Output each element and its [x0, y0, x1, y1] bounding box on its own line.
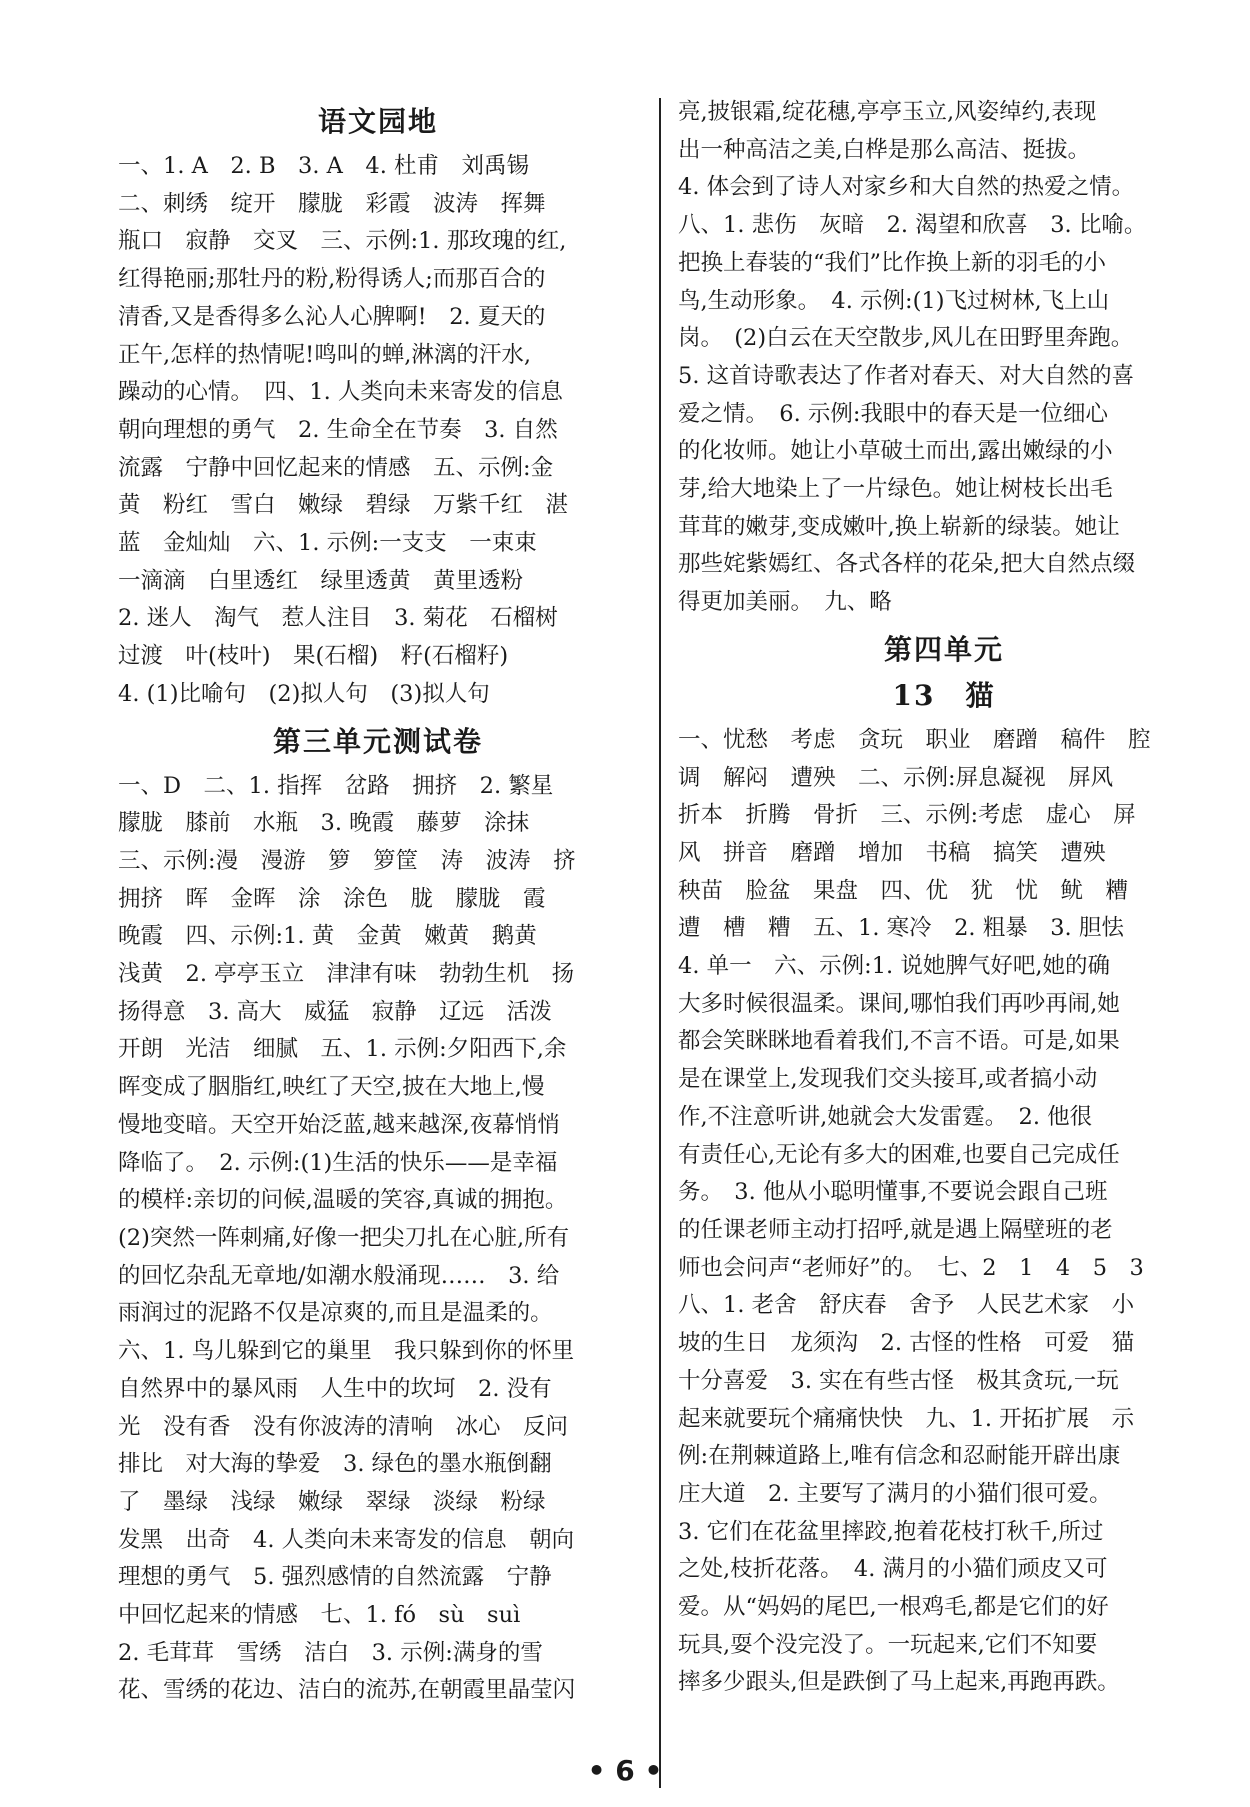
answer-line: 亮,披银霜,绽花穗,亭亭玉立,风姿绰约,表现: [678, 99, 1097, 125]
answer-line: 瓶口 寂静 交叉 三、示例:1. 那玫瑰的红,: [118, 228, 567, 255]
answer-line: 茸茸的嫩芽,变成嫩叶,换上崭新的绿装。她让: [678, 513, 1120, 540]
answer-line: 风 拼音 磨蹭 增加 书稿 搞笑 遭殃: [678, 839, 1106, 866]
answer-line: 师也会问声“老师好”的。 七、2 1 4 5 3: [678, 1254, 1144, 1281]
answer-line: 排比 对大海的挚爱 3. 绿色的墨水瓶倒翻: [118, 1451, 552, 1478]
answer-line: 是在课堂上,发现我们交头接耳,或者搞小动: [678, 1066, 1098, 1093]
lesson13-title: 13 猫: [892, 678, 996, 712]
answer-line: 八、1. 老舍 舒庆春 舍予 人民艺术家 小: [678, 1292, 1135, 1319]
answer-line: 慢地变暗。天空开始泛蓝,越来越深,夜幕悄悄: [118, 1111, 560, 1138]
answer-line: 得更加美丽。 九、略: [678, 589, 892, 616]
answer-line: 躁动的心情。 四、1. 人类向未来寄发的信息: [118, 379, 563, 406]
answer-line: 坡的生日 龙须沟 2. 古怪的性格 可爱 猫: [678, 1330, 1135, 1357]
section-title-unit3-test: 第三单元测试卷: [272, 724, 483, 758]
section-yuwen-yuandi-answers: [118, 148, 638, 714]
answer-line: 把换上春装的“我们”比作换上新的羽毛的小: [678, 249, 1107, 276]
section-title-yuwen-yuandi: 语文园地: [317, 105, 438, 138]
answer-line: 开朗 光洁 细腻 五、1. 示例:夕阳西下,余: [118, 1036, 567, 1063]
answer-line: 清香,又是香得多么沁人心脾啊! 2. 夏天的: [118, 303, 546, 330]
answer-line: 芽,给大地染上了一片绿色。她让树枝长出毛: [678, 476, 1113, 503]
answer-line: 一滴滴 白里透红 绿里透黄 黄里透粉: [118, 567, 524, 594]
answer-line: 朝向理想的勇气 2. 生命全在节奏 3. 自然: [118, 416, 558, 443]
answer-line: 雨润过的泥路不仅是凉爽的,而且是温柔的。: [118, 1300, 553, 1327]
answer-line: 出一种高洁之美,白桦是那么高洁、挺拔。: [678, 136, 1091, 163]
section-unit3-test-answers: [118, 768, 638, 1711]
answer-line: 二、刺绣 绽开 朦胧 彩霞 波涛 挥舞: [118, 190, 546, 217]
answer-line: 浅黄 2. 亭亭玉立 津津有味 勃勃生机 扬: [118, 961, 575, 988]
answer-line: 的回忆杂乱无章地/如潮水般涌现…… 3. 给: [118, 1262, 560, 1289]
answer-line: (2)突然一阵刺痛,好像一把尖刀扎在心脏,所有: [118, 1224, 570, 1251]
answer-line: 之处,枝折花落。 4. 满月的小猫们顽皮又可: [678, 1556, 1108, 1583]
answer-line: 六、1. 鸟儿躲到它的巢里 我只躲到你的怀里: [118, 1338, 575, 1365]
answer-line: 4. 单一 六、示例:1. 说她脾气好吧,她的确: [678, 953, 1110, 980]
answer-line: 红得艳丽;那牡丹的粉,粉得诱人;而那百合的: [118, 266, 546, 293]
answer-line: 的化妆师。她让小草破土而出,露出嫩绿的小: [678, 438, 1113, 465]
answer-line: 5. 这首诗歌表达了作者对春天、对大自然的喜: [678, 362, 1135, 389]
answer-line: 2. 迷人 淘气 惹人注目 3. 菊花 石榴树: [118, 605, 558, 632]
answer-line: 花、雪绣的花边、洁白的流苏,在朝霞里晶莹闪: [118, 1677, 576, 1704]
answer-line: 扬得意 3. 高大 威猛 寂静 辽远 活泼: [118, 998, 552, 1025]
answer-line: 一、忧愁 考虑 贪玩 职业 磨蹭 稿件 腔: [678, 726, 1151, 753]
left-column: [118, 94, 638, 1710]
answer-line: 过渡 叶(枝叶) 果(石榴) 籽(石榴籽): [118, 643, 509, 670]
answer-line: 的任课老师主动打招呼,就是遇上隔壁班的老: [678, 1216, 1113, 1243]
answer-line: 一、1. A 2. B 3. A 4. 杜甫 刘禹锡: [118, 153, 530, 179]
answer-line: 拥挤 晖 金晖 涂 涂色 胧 朦胧 霞: [118, 885, 546, 912]
answer-line: 一、D 二、1. 指挥 岔路 拥挤 2. 繁星: [118, 772, 554, 799]
answer-line: 朦胧 膝前 水瓶 3. 晚霞 藤萝 涂抹: [118, 810, 530, 837]
answer-line: 大多时候很温柔。课间,哪怕我们再吵再闹,她: [678, 990, 1120, 1017]
answer-line: 爱之情。 6. 示例:我眼中的春天是一位细心: [678, 400, 1108, 427]
answer-line: 遭 槽 糟 五、1. 寒冷 2. 粗暴 3. 胆怯: [678, 915, 1124, 942]
answer-line: 流露 宁静中回忆起来的情感 五、示例:金: [118, 454, 554, 481]
answer-line: 岗。 (2)白云在天空散步,风儿在田野里奔跑。: [678, 325, 1134, 352]
continued-answers: [678, 94, 1210, 622]
answer-line: 摔多少跟头,但是跌倒了马上起来,再跑再跌。: [678, 1669, 1120, 1696]
answer-line: 十分喜爱 3. 实在有些古怪 极其贪玩,一玩: [678, 1367, 1119, 1394]
unit4-title: 第四单元: [883, 632, 1004, 666]
answer-line: 玩具,耍个没完没了。一玩起来,它们不知要: [678, 1631, 1098, 1658]
answer-line: 正午,怎样的热情呢!鸣叫的蝉,淋漓的汗水,: [118, 341, 531, 368]
answer-line: 4. 体会到了诗人对家乡和大自然的热爱之情。: [678, 174, 1135, 201]
answer-line: 4. (1)比喻句 (2)拟人句 (3)拟人句: [118, 680, 490, 707]
answer-line: 有责任心,无论有多大的困难,也要自己完成任: [678, 1141, 1120, 1168]
answer-line: 3. 它们在花盆里摔跤,抱着花枝打秋千,所过: [678, 1518, 1104, 1545]
answer-line: 2. 毛茸茸 雪绣 洁白 3. 示例:满身的雪: [118, 1639, 543, 1666]
answer-line: 发黑 出奇 4. 人类向未来寄发的信息 朝向: [118, 1526, 575, 1553]
answer-line: 蓝 金灿灿 六、1. 示例:一支支 一束束: [118, 530, 537, 557]
answer-line: 了 墨绿 浅绿 嫩绿 翠绿 淡绿 粉绿: [118, 1488, 546, 1515]
answer-line: 自然界中的暴风雨 人生中的坎坷 2. 没有: [118, 1375, 552, 1402]
column-divider: [659, 98, 661, 1788]
answer-line: 晚霞 四、示例:1. 黄 金黄 嫩黄 鹅黄: [118, 923, 537, 950]
answer-line: 降临了。 2. 示例:(1)生活的快乐——是幸福: [118, 1149, 558, 1176]
answer-line: 理想的勇气 5. 强烈感情的自然流露 宁静: [118, 1564, 552, 1591]
answer-line: 晖变成了胭脂红,映红了天空,披在大地上,慢: [118, 1074, 545, 1101]
answer-line: 黄 粉红 雪白 嫩绿 碧绿 万紫千红 湛: [118, 492, 569, 519]
lesson13-answers: [678, 722, 1210, 1702]
answer-line: 爱。从“妈妈的尾巴,一根鸡毛,都是它们的好: [678, 1594, 1109, 1621]
answer-line: 鸟,生动形象。 4. 示例:(1)飞过树林,飞上山: [678, 287, 1110, 314]
answer-line: 八、1. 悲伤 灰暗 2. 渴望和欣喜 3. 比喻。: [678, 212, 1147, 239]
answer-line: 秧苗 脸盆 果盘 四、优 犹 忧 鱿 糟: [678, 877, 1129, 904]
answer-line: 中回忆起来的情感 七、1. fó sù suì: [118, 1602, 521, 1629]
answer-line: 例:在荆棘道路上,唯有信念和忍耐能开辟出康: [678, 1443, 1121, 1470]
answer-line: 起来就要玩个痛痛快快 九、1. 开拓扩展 示: [678, 1405, 1135, 1432]
answer-line: 庄大道 2. 主要写了满月的小猫们很可爱。: [678, 1480, 1112, 1507]
answer-line: 调 解闷 遭殃 二、示例:屏息凝视 屏风: [678, 764, 1114, 791]
answer-line: 的模样:亲切的问候,温暖的笑容,真诚的拥抱。: [118, 1187, 568, 1214]
answer-line: 三、示例:漫 漫游 箩 箩筐 涛 波涛 挤: [118, 847, 576, 874]
answer-line: 折本 折腾 骨折 三、示例:考虑 虚心 屏: [678, 802, 1136, 829]
answer-line: 那些姹紫嫣红、各式各样的花朵,把大自然点缀: [678, 551, 1136, 578]
right-column: [678, 94, 1210, 1702]
answer-line: 都会笑眯眯地看着我们,不言不语。可是,如果: [678, 1028, 1120, 1055]
answer-line: 务。 3. 他从小聪明懂事,不要说会跟自己班: [678, 1179, 1108, 1206]
answer-line: 作,不注意听讲,她就会大发雷霆。 2. 他很: [678, 1103, 1093, 1130]
page-number: • 6 •: [587, 1754, 663, 1787]
answer-line: 光 没有香 没有你波涛的清响 冰心 反问: [118, 1413, 569, 1440]
